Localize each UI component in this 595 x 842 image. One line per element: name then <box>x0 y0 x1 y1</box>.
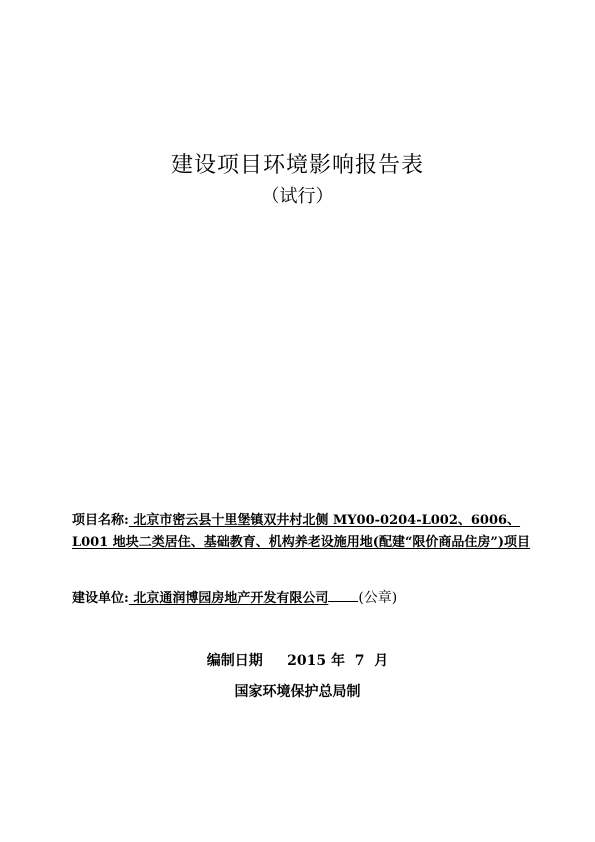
compile-date <box>0 650 595 670</box>
builder-value: 北京通润博园房地产开发有限公司 <box>128 591 329 606</box>
seal-text: (公章) <box>358 590 398 606</box>
builder-underline <box>328 587 358 602</box>
date-month-unit: 月 <box>374 653 389 669</box>
date-year: 2015 <box>287 653 327 669</box>
date-year-unit: 年 <box>330 653 345 669</box>
document-title: 建设项目环境影响报告表 <box>170 153 424 178</box>
project-name-field <box>72 510 532 554</box>
document-subtitle: （试行） <box>261 186 334 207</box>
project-name-value: 北京市密云县十里堡镇双井村北侧 MY00-0204-L002、6006、L001 地块二类居住、基础教育、机构养老设施用地(配建“限价商品住房”)项目 <box>72 513 531 550</box>
project-name-label: 项目名称: <box>72 513 129 528</box>
builder-label: 建设单位: <box>72 591 129 606</box>
date-label: 编制日期 <box>206 653 263 669</box>
date-month: 7 <box>354 653 365 669</box>
builder-field <box>72 587 532 610</box>
issuing-agency: 国家环境保护总局制 <box>234 684 361 700</box>
